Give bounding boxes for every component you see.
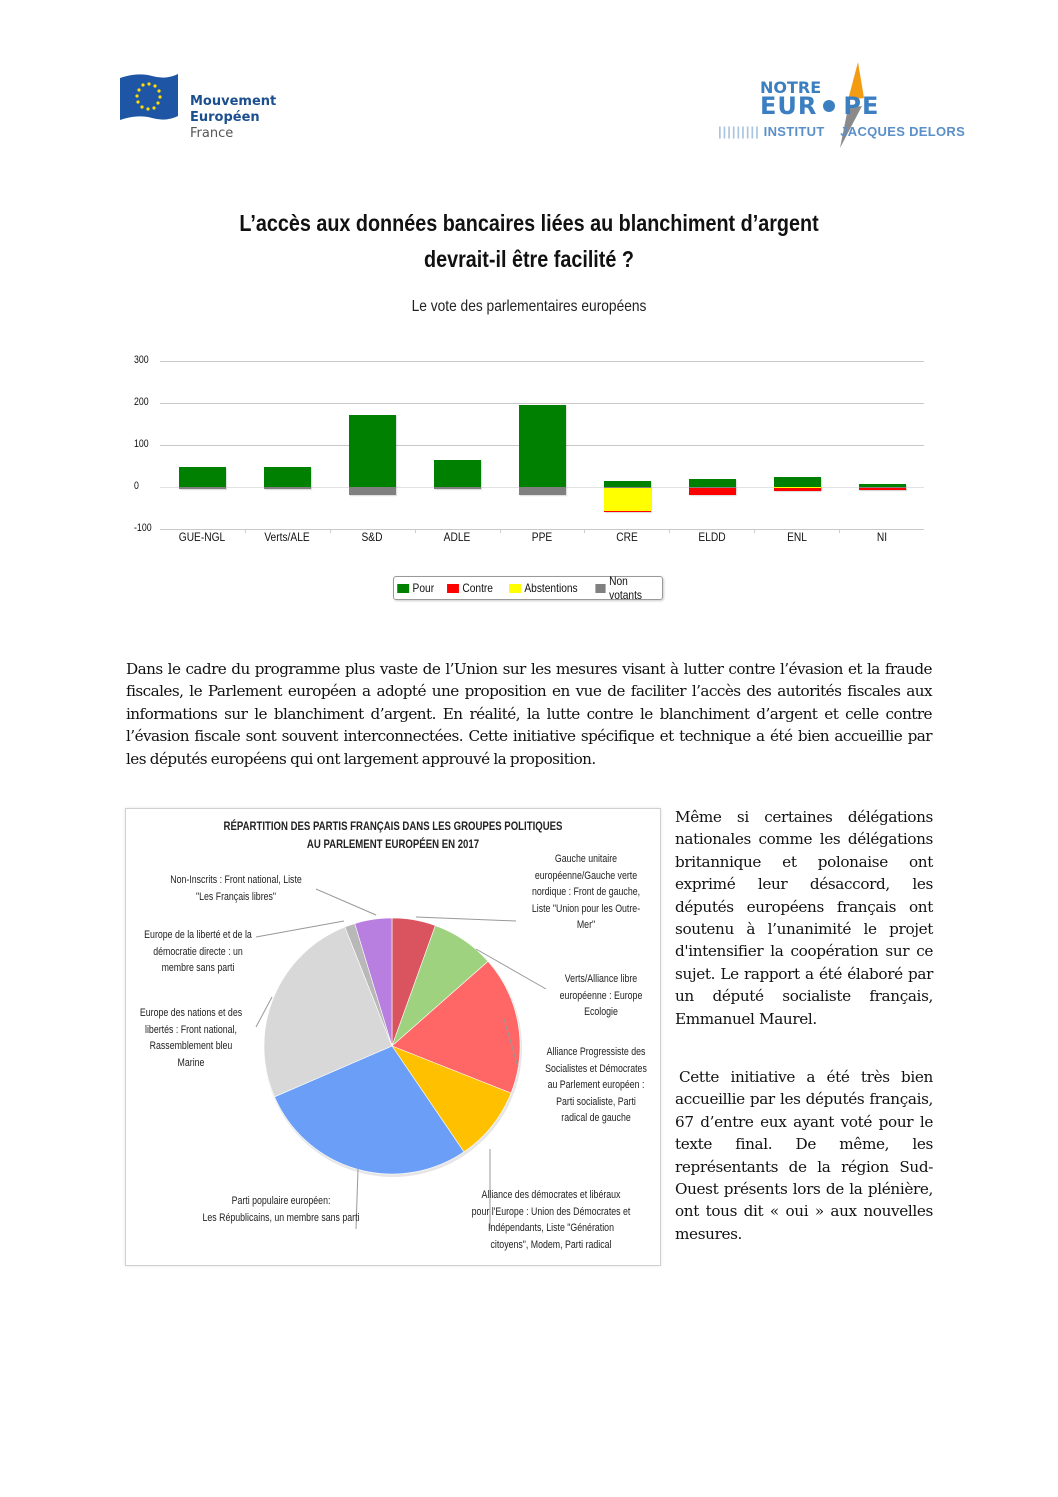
- y-tick-label: 300: [134, 354, 149, 366]
- pie-label-line: nordique : Front de gauche,: [531, 886, 641, 898]
- mouvement-europeen-logo: [118, 70, 298, 145]
- pie-label-line: européenne : Europe: [559, 989, 643, 1002]
- pie-label-line: Indépendants, Liste "Génération: [488, 1222, 614, 1234]
- pie-label-line: Europe de la liberté et de la: [144, 929, 252, 941]
- bar-segment-non-votants: [349, 487, 396, 495]
- logo-pe: PE: [843, 92, 880, 120]
- x-tick-label: Verts/ALE: [264, 530, 311, 544]
- pie-chart-panel: [125, 808, 661, 1266]
- leader-line: [316, 889, 376, 915]
- legend-label: Non votants: [609, 574, 643, 602]
- pie-label-line: Gauche unitaire: [554, 853, 618, 865]
- pie-label-ppe: [181, 1193, 381, 1226]
- pie-label-line: Ecologie: [584, 1006, 618, 1018]
- bar-segment-pour: [519, 405, 566, 487]
- logo-notre: NOTRE: [760, 78, 822, 97]
- legend-label: Pour: [412, 581, 435, 595]
- bar-segment-non-votants: [264, 487, 311, 489]
- x-tick-label: ENL: [786, 530, 807, 544]
- bar-segment-pour: [434, 460, 481, 487]
- y-tick-label: 100: [134, 438, 149, 450]
- legend-item: [596, 574, 657, 602]
- x-tick-label: CRE: [616, 530, 638, 544]
- x-tick-mark: [330, 529, 331, 533]
- pie-label-line: Marine: [177, 1056, 205, 1069]
- pie-label-line: radical de gauche: [561, 1112, 631, 1124]
- mouvement-europeen-wordmark: [190, 94, 276, 142]
- pie-label-gue: [526, 851, 646, 934]
- logo-eur: EUR: [760, 92, 818, 120]
- pie-label-verts: [549, 971, 653, 1021]
- x-tick-label: GUE-NGL: [179, 530, 226, 544]
- x-tick-label: S&D: [361, 530, 383, 544]
- chart-subtitle: Le vote des parlementaires européens: [411, 298, 647, 315]
- y-tick-label: 200: [134, 396, 149, 408]
- right-paragraph-2: Cette initiative a été très bien accueillie par les députés français, 67 d’entre eux ayant voté pour le texte final. De même, les représentants de la région Sud-Ouest présents lors de la plénière, ont tous dit « oui » aux nouvelles mesures.: [675, 1068, 933, 1243]
- bar-segment-contre: [859, 488, 906, 490]
- pie-label-line: Parti populaire européen:: [231, 1195, 331, 1207]
- logo-jacques-delors: JACQUES DELORS: [840, 124, 966, 139]
- bar-segment-contre: [689, 488, 736, 495]
- legend-swatch: [596, 584, 606, 593]
- legend-swatch: [447, 584, 459, 593]
- legend-item: [509, 581, 578, 595]
- pie-label-line: Mer": [576, 919, 596, 931]
- bar-segment-contre: [774, 488, 821, 491]
- vote-bar-chart: [120, 345, 940, 615]
- legend-swatch: [509, 584, 521, 593]
- bar-segment-contre: [604, 511, 651, 513]
- pie-label-line: "Les Français libres": [195, 890, 277, 903]
- x-tick-mark: [669, 529, 670, 533]
- pie-label-line: Parti socialiste, Parti: [556, 1095, 636, 1108]
- pie-label-line: Liste "Union pour les Outre-: [531, 902, 641, 915]
- pie-label-sd: [536, 1044, 656, 1127]
- x-tick-mark: [754, 529, 755, 533]
- page-title: [74, 205, 984, 277]
- eu-flag-icon: [118, 72, 180, 122]
- pie-label-line: Socialistes et Démocrates: [545, 1062, 647, 1075]
- title-line-2: devrait-il être facilité ?: [424, 246, 634, 272]
- x-tick-label: ELDD: [698, 530, 726, 544]
- x-tick-mark: [415, 529, 416, 533]
- x-tick-label: NI: [876, 530, 887, 544]
- y-tick-label: -100: [134, 522, 152, 534]
- logo-bars: |||||||||: [718, 124, 760, 139]
- chart-legend: [393, 576, 663, 600]
- pie-label-line: au Parlement européen :: [547, 1079, 645, 1091]
- bar-segment-pour: [179, 467, 226, 487]
- logo-dot: [823, 100, 835, 112]
- gridline: [160, 361, 924, 362]
- bar-segment-pour: [689, 479, 736, 487]
- notre-europe-logo: [718, 60, 966, 150]
- logo-line-1: Mouvement: [190, 94, 277, 109]
- bar-segment-pour: [264, 467, 311, 487]
- logo-line-2: Européen: [190, 110, 260, 125]
- x-tick-mark: [839, 529, 840, 533]
- title-line-1: L’accès aux données bancaires liées au blanchiment d’argent: [239, 210, 819, 236]
- x-tick-label: ADLE: [443, 530, 471, 544]
- legend-label: Abstentions: [524, 581, 579, 595]
- bar-segment-non-votants: [179, 487, 226, 489]
- legend-swatch: [397, 584, 409, 593]
- pie-label-line: démocratie directe : un: [153, 945, 243, 958]
- pie-label-line: Non-Inscrits : Front national, Liste: [170, 874, 302, 886]
- x-tick-label: PPE: [531, 530, 553, 544]
- pie-label-line: Les Républicains, un membre sans parti: [202, 1211, 360, 1224]
- legend-item: [397, 581, 434, 595]
- bar-segment-pour: [349, 415, 396, 487]
- logo-institut: [718, 124, 965, 139]
- pie-label-efdd: [134, 927, 262, 977]
- logo-line-3: France: [190, 126, 234, 141]
- pie-label-line: pour l'Europe : Union des Démocrates et: [471, 1205, 631, 1218]
- x-tick-mark: [245, 529, 246, 533]
- x-tick-mark: [500, 529, 501, 533]
- pie-label-line: Alliance Progressiste des: [546, 1046, 646, 1058]
- pie-label-line: Rassemblement bleu: [149, 1040, 233, 1052]
- bar-segment-pour: [774, 477, 821, 488]
- logo-europe: [760, 92, 879, 120]
- right-paragraph-1: Même si certaines délégations nationales comme les délégations britannique et polonaise ont exprimé leur désaccord, les députés européens français ont soutenu à l’unanimité le projet d'intensifier la coopération sur ce sujet. Le rapport a été élaboré par un député socialiste français, Emmanuel Maurel.: [675, 808, 933, 1028]
- pie-title-line-2: AU PARLEMENT EUROPÉEN EN 2017: [306, 837, 480, 851]
- bar-segment-abstentions: [604, 488, 651, 511]
- pie-label-enl: [131, 1005, 251, 1071]
- legend-item: [447, 581, 493, 595]
- pie-label-line: Verts/Alliance libre: [564, 973, 638, 985]
- bar-segment-non-votants: [519, 487, 566, 495]
- bar-segment-non-votants: [434, 487, 481, 489]
- y-tick-label: 0: [134, 480, 139, 492]
- logo-institut-text: INSTITUT: [763, 124, 825, 139]
- leader-line: [416, 917, 516, 921]
- intro-paragraph: Dans le cadre du programme plus vaste de l’Union sur les mesures visant à lutter contre l’évasion et la fraude fiscales, le Parlement européen a adopté une proposition en vue de faciliter l’accès des autorités fiscales aux informations sur le blanchiment d’argent. En réalité, la lutte contre le blanchiment d’argent et celle contre l’évasion fiscale sont souvent interconnectées. Cette initiative spécifique et technique a été bien accueillie par les députés européens qui ont largement approuvé la proposition.: [126, 660, 932, 768]
- pie-label-line: Alliance des démocrates et libéraux: [481, 1189, 621, 1201]
- pie-label-line: membre sans parti: [161, 962, 235, 974]
- pie-label-line: citoyens", Modem, Parti radical: [490, 1238, 612, 1251]
- pie-label-alde: [467, 1187, 635, 1253]
- pie-title-line-1: RÉPARTITION DES PARTIS FRANÇAIS DANS LES GROUPES POLITIQUES: [223, 819, 563, 833]
- pie-label-line: libertés : Front national,: [145, 1023, 237, 1036]
- pie-label-line: européenne/Gauche verte: [534, 869, 638, 882]
- legend-label: Contre: [462, 581, 494, 595]
- x-tick-mark: [584, 529, 585, 533]
- pie-label-line: Europe des nations et des: [139, 1007, 243, 1019]
- pie-label-ni: [156, 872, 316, 905]
